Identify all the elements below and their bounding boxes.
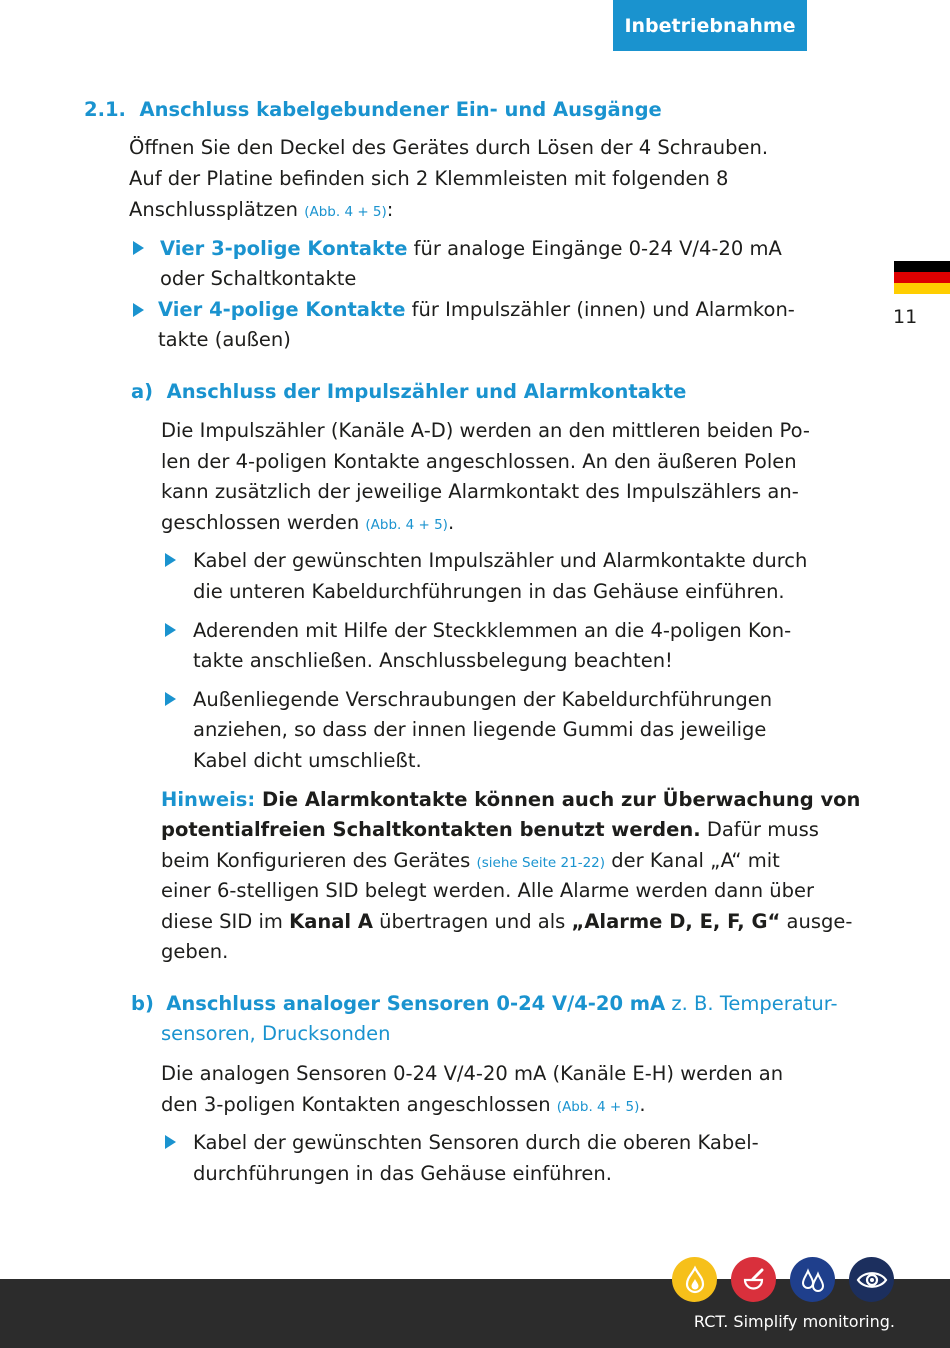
page-number: 11 <box>893 306 918 328</box>
paragraph-line: Die analogen Sensoren 0-24 V/4-20 mA (Kanäle E-H) werden an <box>161 1062 784 1085</box>
figure-reference: (Abb. 4 + 5) <box>556 1099 640 1115</box>
subsection-title: Anschluss der Impulszähler und Alarmkontakte <box>166 380 687 403</box>
section-number: 2.1. <box>84 98 126 121</box>
subsection-marker: a) <box>131 380 154 403</box>
pestle-icon <box>731 1257 776 1302</box>
bullet-arrow-icon <box>133 303 144 317</box>
list-item: Kabel der gewünschten Impulszähler und Alarmkontakte durch <box>193 549 808 572</box>
eye-icon <box>849 1257 894 1302</box>
list-item: Außenliegende Verschraubungen der Kabeldurchführungen <box>193 688 773 711</box>
note-line: geben. <box>161 940 229 963</box>
list-item-continuation: durchführungen in das Gehäuse einführen. <box>193 1162 612 1185</box>
flame-icon <box>672 1257 717 1302</box>
bullet-arrow-icon <box>165 623 176 637</box>
paragraph-line: Die Impulszähler (Kanäle A-D) werden an den mittleren beiden Po- <box>161 419 810 442</box>
note-line: Hinweis: Die Alarmkontakte können auch zur Überwachung von <box>161 788 861 811</box>
subsection-marker: b) <box>131 992 154 1015</box>
list-item: Vier 4-polige Kontakte für Impulszähler (innen) und Alarmkon- <box>158 298 795 321</box>
water-drops-icon <box>790 1257 835 1302</box>
intro-line: Anschlussplätzen (Abb. 4 + 5): <box>129 198 394 221</box>
list-item: Vier 3-polige Kontakte für analoge Eingänge 0-24 V/4-20 mA <box>160 237 782 260</box>
paragraph-line: len der 4-poligen Kontakte angeschlossen. An den äußeren Polen <box>161 450 797 473</box>
note-line: potentialfreien Schaltkontakten benutzt werden. Dafür muss <box>161 818 819 841</box>
note-label: Hinweis: <box>161 788 256 811</box>
page-reference: (siehe Seite 21-22) <box>476 855 606 871</box>
section-tab: Inbetriebnahme <box>613 0 807 51</box>
list-item: Kabel der gewünschten Sensoren durch die oberen Kabel- <box>193 1131 759 1154</box>
intro-line: Auf der Platine befinden sich 2 Klemmleisten mit folgenden 8 <box>129 167 729 190</box>
list-item-continuation: Kabel dicht umschließt. <box>193 749 422 772</box>
list-item-continuation: takte anschließen. Anschlussbelegung beachten! <box>193 649 673 672</box>
subsection-a-heading <box>131 377 686 408</box>
bullet-arrow-icon <box>133 241 144 255</box>
bullet-arrow-icon <box>165 1135 176 1149</box>
figure-reference: (Abb. 4 + 5) <box>365 517 448 533</box>
bullet-arrow-icon <box>165 692 176 706</box>
list-item-continuation: die unteren Kabeldurchführungen in das Gehäuse einführen. <box>193 580 785 603</box>
bullet-arrow-icon <box>165 553 176 567</box>
figure-reference: (Abb. 4 + 5) <box>304 204 387 220</box>
note-line: einer 6-stelligen SID belegt werden. Alle Alarme werden dann über <box>161 879 815 902</box>
list-item: Aderenden mit Hilfe der Steckklemmen an die 4-poligen Kon- <box>193 619 792 642</box>
paragraph-line: geschlossen werden (Abb. 4 + 5). <box>161 511 455 534</box>
subsection-b-heading: b) Anschluss analoger Sensoren 0-24 V/4-20 mA z. B. Temperatur- <box>131 992 838 1015</box>
intro-line: Öffnen Sie den Deckel des Gerätes durch Lösen der 4 Schrauben. <box>129 136 769 159</box>
section-title: Anschluss kabelgebundener Ein- und Ausgänge <box>139 98 662 121</box>
list-item-continuation: takte (außen) <box>158 328 291 351</box>
footer-slogan: RCT. Simplify monitoring. <box>693 1312 895 1331</box>
list-item-continuation: anziehen, so dass der innen liegende Gummi das jeweilige <box>193 718 767 741</box>
subsection-title-continuation: sensoren, Drucksonden <box>161 1022 391 1045</box>
german-flag-icon <box>894 261 950 294</box>
paragraph-line: den 3-poligen Kontakten angeschlossen (Abb. 4 + 5). <box>161 1093 646 1116</box>
list-item-continuation: oder Schaltkontakte <box>160 267 357 290</box>
subsection-title: Anschluss analoger Sensoren 0-24 V/4-20 mA <box>166 992 666 1015</box>
section-heading <box>84 95 662 126</box>
note-line: diese SID im Kanal A übertragen und als „Alarme D, E, F, G“ ausge- <box>161 910 853 933</box>
paragraph-line: kann zusätzlich der jeweilige Alarmkontakt des Impulszählers an- <box>161 480 799 503</box>
note-line: beim Konfigurieren des Gerätes (siehe Seite 21-22) der Kanal „A“ mit <box>161 849 780 872</box>
